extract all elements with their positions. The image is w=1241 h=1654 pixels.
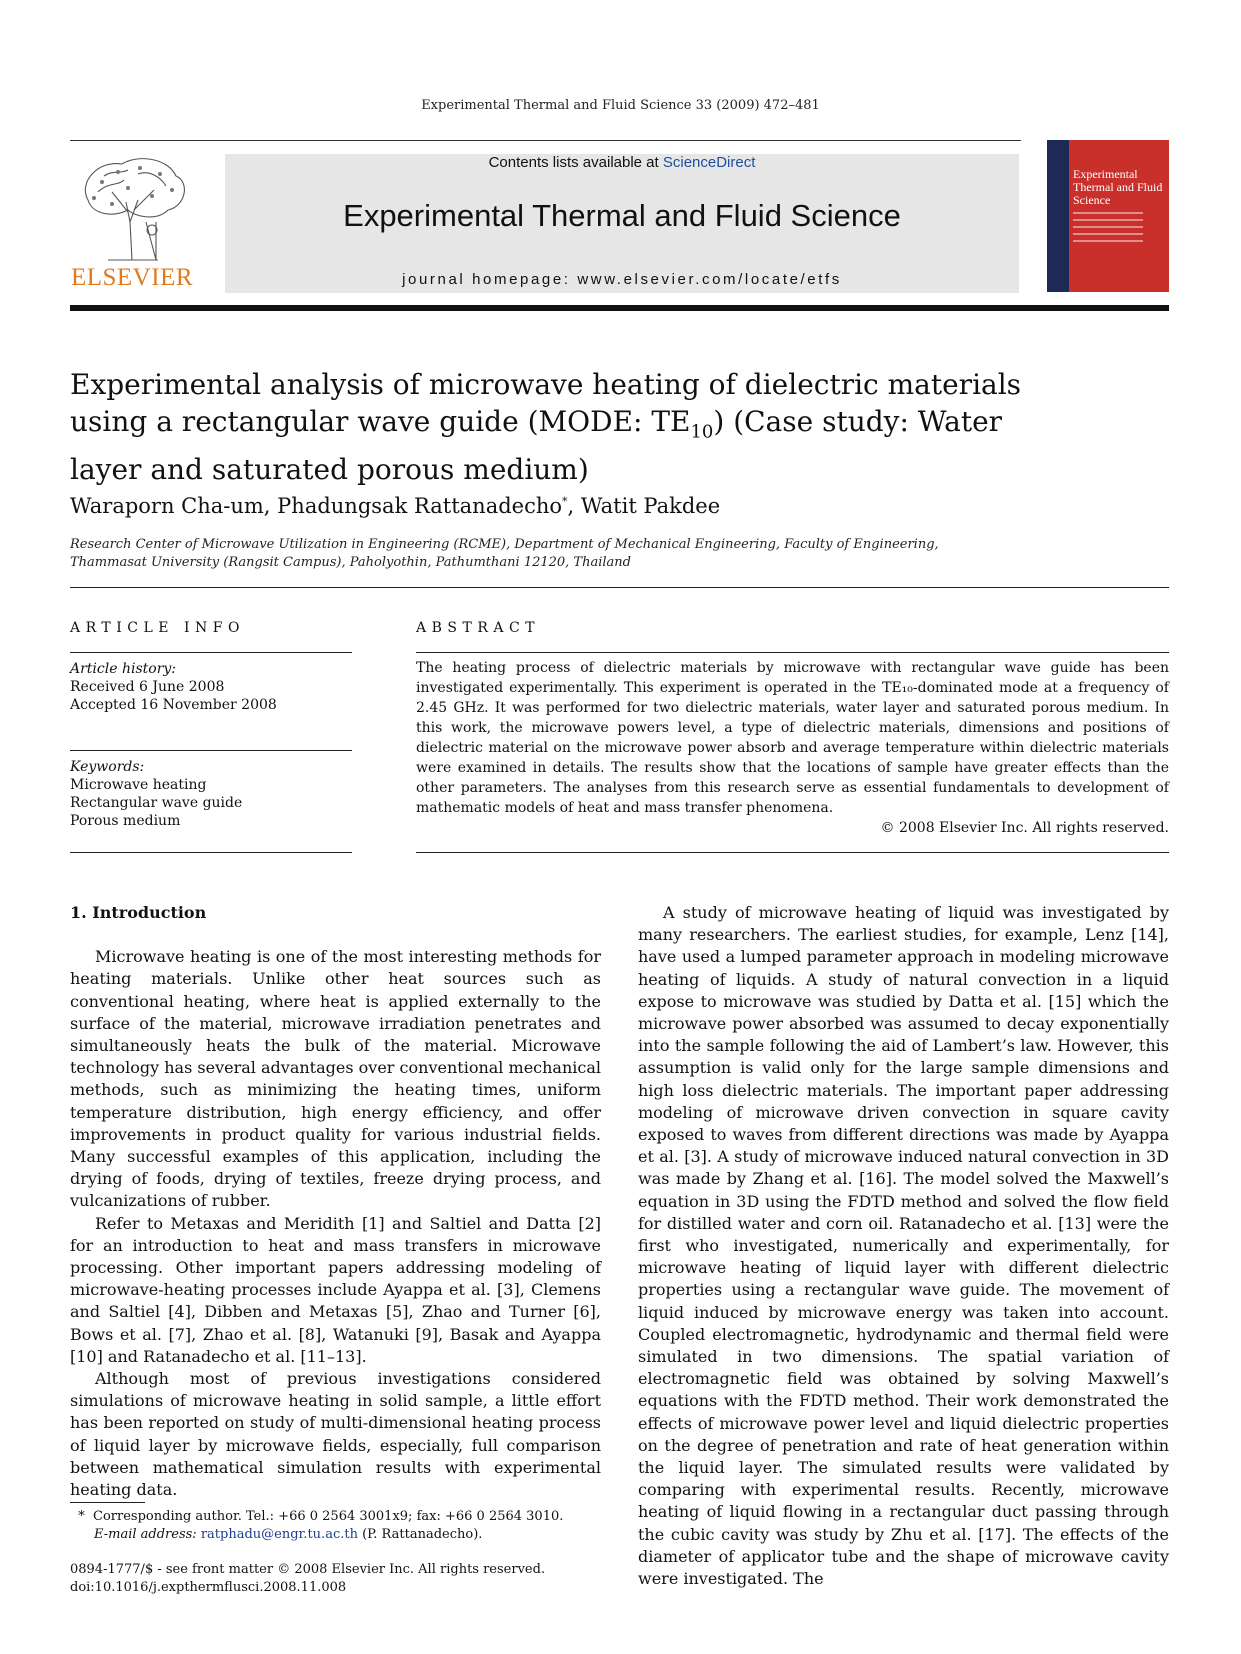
body-right-column xyxy=(638,902,1169,1590)
corresponding-mark[interactable]: * xyxy=(562,495,568,508)
email-link[interactable]: ratphadu@engr.tu.ac.th xyxy=(200,1527,358,1542)
article-history xyxy=(70,660,352,714)
journal-banner xyxy=(225,154,1019,293)
authors xyxy=(70,494,720,518)
authors-part1: Waraporn Cha-um, Phadungsak Rattanadecho xyxy=(70,494,563,518)
history-label: Article history: xyxy=(70,661,177,677)
elsevier-tree-icon xyxy=(68,152,196,264)
title-subscript: 10 xyxy=(690,421,714,443)
doi-line[interactable]: doi:10.1016/j.expthermflusci.2008.11.008 xyxy=(70,1580,347,1595)
elsevier-logo xyxy=(68,152,196,292)
authors-part2: , Watit Pakdee xyxy=(567,494,721,518)
footnote-line2 xyxy=(70,1526,601,1544)
bottom-meta xyxy=(70,1561,670,1597)
paper-title xyxy=(70,366,1070,488)
journal-homepage[interactable]: journal homepage: www.elsevier.com/locate/etfs xyxy=(402,271,842,288)
abstract-heading: ABSTRACT xyxy=(416,620,541,636)
affiliation xyxy=(70,536,1070,572)
journal-citation: Experimental Thermal and Fluid Science 33 (2009) 472–481 xyxy=(421,98,820,113)
footnote-text: Corresponding author. Tel.: +66 0 2564 3001x9; fax: +66 0 2564 3010. xyxy=(93,1509,564,1524)
title-rule xyxy=(70,587,1169,588)
cover-title: Experimental Thermal and Fluid Science xyxy=(1073,167,1163,207)
section-heading: 1. Introduction xyxy=(70,903,207,922)
body-left-column xyxy=(70,902,601,1501)
article-info-heading: ARTICLE INFO xyxy=(70,620,245,636)
elsevier-wordmark: ELSEVIER xyxy=(70,264,194,291)
paragraph: Refer to Metaxas and Meridith [1] and Saltiel and Datta [2] for an introduction to heat and mass transfers in microwave processing. Other important papers addressing modeling of microwave-heating processes include Ayappa et al. [3], Clemens and Saltiel [4], Dibben and Metaxas [5], Zhao and Turner [6], Bows et al. [7], Zhao et al. [8], Watanuki [9], Basak and Ayappa [10] and Ratanadecho et al. [11–13]. xyxy=(70,1213,601,1366)
issn-line: 0894-1777/$ - see front matter © 2008 Elsevier Inc. All rights reserved. xyxy=(70,1562,546,1577)
header-rule xyxy=(70,140,1021,141)
sciencedirect-link[interactable]: ScienceDirect xyxy=(662,154,756,171)
cover-band xyxy=(1047,140,1069,292)
title-part1: Experimental analysis of microwave heating of dielectric materials using a rectangular wave guide (MODE: TE xyxy=(70,368,1022,438)
keyword-item: Porous medium xyxy=(70,813,181,829)
header-thick-rule xyxy=(70,305,1169,311)
affiliation-line1: Research Center of Microwave Utilization in Engineering (RCME), Department of Mechanical Engineering, Faculty of Engineering, xyxy=(70,537,939,552)
abstract-text: The heating process of dielectric materials by microwave with rectangular wave guide has been investigated experimentally. This experiment is operated in the TE₁₀-dominated mode at a frequency of 2.45 GHz. It was performed for two dielectric materials, water layer and saturated porous medium. In this work, the microwave powers level, a type of dielectric materials, dimensions and positions of dielectric material on the microwave power absorb and average temperature within dielectric materials were examined in details. The results show that the locations of sample have greater effects than the other parameters. The analyses from this research serve as essential fundamentals to development of mathematic models of heat and mass transfer phenomena. xyxy=(416,660,1169,816)
accepted-date: Accepted 16 November 2008 xyxy=(70,697,277,713)
footnote xyxy=(70,1508,601,1544)
keyword-item: Rectangular wave guide xyxy=(70,795,243,811)
footnote-line1 xyxy=(70,1508,601,1526)
journal-title: Experimental Thermal and Fluid Science xyxy=(343,198,901,233)
paragraph: A study of microwave heating of liquid was investigated by many researchers. The earliest studies, for example, Lenz [14], have used a lumped parameter approach in modeling microwave heating of liquids. A study of natural convection in a liquid expose to microwave was studied by Datta et al. [15] which the microwave power absorbed was assumed to decay exponentially into the sample following the aid of Lambert’s law. However, this assumption is valid only for the large sample dimensions and high loss dielectric materials. The important paper addressing modeling of microwave driven convection in square cavity exposed to waves from different directions was made by Ayappa et al. [3]. A study of microwave induced natural convection in 3D was made by Zhang et al. [16]. The model solved the Maxwell’s equation in 3D using the FDTD method and solved the flow field for distilled water and corn oil. Ratanadecho et al. [13] were the first who investigated, numerically and experimentally, for microwave heating of liquid layer with different dielectric properties using a rectangular wave guide. The movement of liquid induced by microwave energy was taken into account. Coupled electromagnetic, hydrodynamic and thermal field were simulated in two dimensions. The spatial variation of electromagnetic field was obtained by solving Maxwell’s equations with the FDTD method. Their work demonstrated the effects of microwave power level and liquid dielectric properties on the degree of penetration and rate of heat generation within the liquid layer. The simulated results were validated by comparing with experimental results. Recently, microwave heating of liquid flowing in a rectangular duct passing through the cubic cavity was study by Zhu et al. [17]. The effects of the diameter of applicator tube and the shape of microwave cavity were investigated. The xyxy=(638,903,1169,1589)
affiliation-line2: Thammasat University (Rangsit Campus), Paholyothin, Pathumthani 12120, Thailand xyxy=(70,555,631,570)
journal-cover xyxy=(1047,140,1169,292)
article-info-rule xyxy=(70,652,352,653)
paragraph: Although most of previous investigations considered simulations of microwave heating in solid sample, a little effort has been reported on study of multi-dimensional heating process of liquid layer by microwave fields, especially, full comparison between mathematical simulation results with experimental heating data. xyxy=(70,1369,601,1500)
email-suffix: (P. Rattanadecho). xyxy=(362,1527,483,1542)
keywords-rule xyxy=(70,750,352,751)
keyword-item: Microwave heating xyxy=(70,777,207,793)
abstract-rule xyxy=(416,652,1169,653)
paragraph: Microwave heating is one of the most interesting methods for heating materials. Unlike other heat sources such as conventional heating, where heat is applied externally to the surface of the material, microwave irradiation penetrates and simultaneously heats the bulk of the material. Microwave technology has several advantages over conventional mechanical methods, such as minimizing the heating times, uniform temperature distribution, high energy efficiency, and offer improvements in product quality for various industrial fields. Many successful examples of this application, including the drying of foods, drying of textiles, freeze drying process, and vulcanizations of rubber. xyxy=(70,947,601,1211)
footnote-mark: * xyxy=(78,1509,85,1524)
keywords-label: Keywords: xyxy=(70,759,145,775)
title-part2: ) (Case study: Water layer and saturated porous medium) xyxy=(70,405,1003,486)
email-label: E-mail address: xyxy=(94,1527,197,1542)
cover-decoration xyxy=(1073,212,1143,247)
received-date: Received 6 June 2008 xyxy=(70,679,225,695)
keywords xyxy=(70,758,352,830)
contents-available xyxy=(225,154,1019,171)
article-info-bottom-rule xyxy=(70,852,352,853)
contents-prefix: Contents lists available at xyxy=(488,154,663,171)
footnote-rule xyxy=(70,1502,145,1503)
abstract-copyright: © 2008 Elsevier Inc. All rights reserved. xyxy=(880,820,1169,836)
abstract-bottom-rule xyxy=(416,852,1169,853)
